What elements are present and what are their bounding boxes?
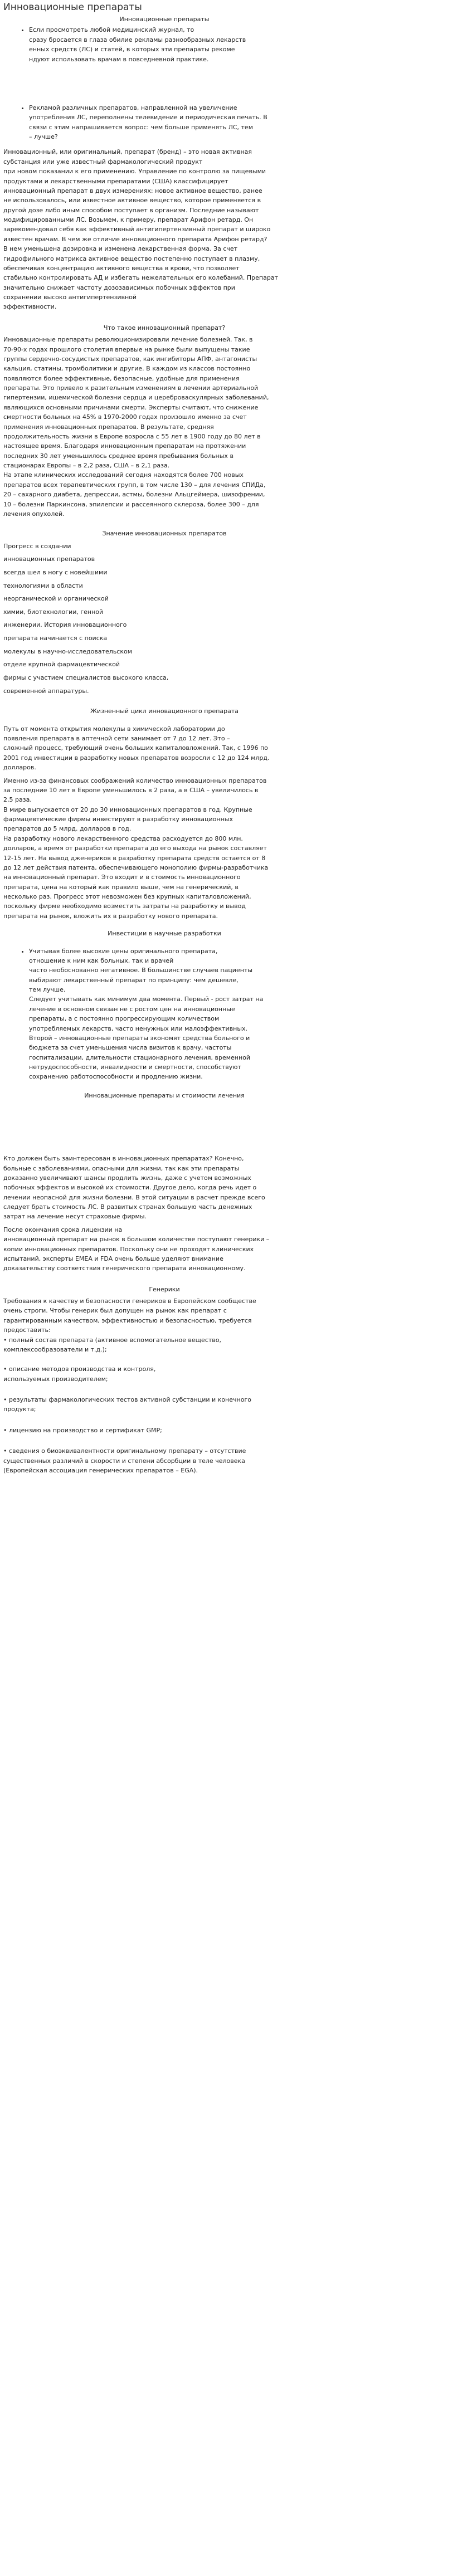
lifecycle-paragraph-2 [0,776,329,921]
cost-paragraph-1-line: побочных эффектов и высокой их стоимости. Другое дело, когда речь идет о [3,1184,257,1192]
importance-paragraph-line: молекулы в научно-исследовательском [3,647,133,655]
cost-paragraph-2 [0,1225,329,1274]
intro-bullet-b-line: связи с этим напрашивается вопрос: чем больше применять ЛС, тем [29,123,253,131]
section-heading: Значение инновационных препаратов [102,530,227,538]
importance-paragraph-line: фирмы с участием специалистов высокого класса, [3,674,169,682]
investment-bullet-line: госпитализации, длительности стационарного лечения, временной [29,1053,251,1061]
intro-paragraph-line: В нем уменьшена дозировка и изменена лекарственная форма. За счет [3,245,238,253]
spacer [0,1274,329,1285]
generics-paragraph-line: гарантированным качеством, эффективностью и безопасностью, требуется [3,1316,252,1324]
importance-paragraph-line: инновационных препаратов [3,555,95,563]
intro-paragraph-line: значительно снижает частоту дозозависимых побочных эффектов при [3,284,235,291]
intro-bullet-a-item [29,25,329,64]
lifecycle-paragraph-2-line: за последние 10 лет в Европе уменьшилось в 2 раза, а в США – увеличилось в [3,786,259,794]
lifecycle-paragraph-2-line: несколько раз. Прогресс этот невозможен без крупных капиталовложений, [3,893,251,901]
generics-item-2-line: • результаты фармакологических тестов активной субстанции и конечного [3,1396,251,1404]
generics-paragraph-line: • полный состав препарата (активное вспомогательное вещество, [3,1336,221,1344]
importance-paragraph-line: препарата начинается с поиска [3,635,108,642]
lifecycle-paragraph-2-line: долларов, а время от разработки препарата до его выхода на рынок составляет [3,845,267,852]
generics-paragraph-line: комплексообразователи и т.д.); [3,1345,107,1353]
cost-paragraph-1 [0,1154,329,1222]
lifecycle-paragraph-2-line: препарата на рынок, вложить их в разработку нового препарата. [3,912,218,920]
lifecycle-paragraph-2-line: препаратов до 5 млрд. долларов в год. [3,825,132,833]
investment-bullet-line: лечение в основном связан не с ростом цен на инновационные [29,1005,235,1013]
generics-item-4 [0,1446,329,1475]
section-heading: Генерики [149,1285,180,1293]
generics-paragraph-line: Требования к качеству и безопасности генериков в Европейском сообществе [3,1297,256,1305]
importance-paragraph-line: химии, биотехнологии, генной [3,608,104,616]
intro-paragraph [0,147,329,311]
investment-bullet-line: тем лучше. [29,986,66,994]
intro-paragraph-line: субстанция или уже известный фармакологический продукт [3,158,203,165]
generics-item-2-line: продукта; [3,1406,36,1413]
intro-paragraph-line: эффективности. [3,303,57,311]
investment-bullet-line: Следует учитывать как минимум два момента. Первый - рост затрат на [29,996,264,1003]
importance-paragraph-line: Прогресс в создании [3,542,71,550]
spacer [0,519,329,529]
cost-paragraph-2-line: доказательству соответствия генерического препарата инновационному. [3,1265,246,1272]
what-is-paragraph-line: последних 30 лет уменьшилось среднее время пребывания больных в [3,452,233,460]
spacer [0,697,329,706]
cost-paragraph-2-line: испытаний, эксперты EMEA и FDA очень больше уделяют внимание [3,1255,223,1262]
generics-item-4-line: (Европейская ассоциация генерических препаратов – EGA). [3,1466,198,1474]
what-is-paragraph-line: 70-90-х годах прошлого столетия впервые на рынке были выпущены такие [3,345,250,353]
spacer [0,716,329,724]
spacer [0,1100,329,1154]
investment-bullet-line: Второй – инновационные препараты экономят средства больного и [29,1034,250,1042]
lifecycle-paragraph-2-line: на инновационный препарат. Это входит и в стоимость инновационного [3,874,241,881]
spacer [0,1082,329,1091]
what-is-paragraph-line: появляются более эффективные, безопасные, удобные для применения [3,374,240,382]
cost-paragraph-2-line: копии инновационных препаратов. Поскольку они не проходят клинических [3,1245,254,1253]
intro-bullet-a-line: ндуют использовать врачам в повседневной практике. [29,55,209,63]
generics-paragraph-line: предоставить: [3,1326,51,1334]
section-heading: Инновационные препараты [119,16,210,23]
spacer [0,1435,329,1446]
lifecycle-paragraph-1-line: долларов. [3,764,36,772]
section-heading: Что такое инновационный препарат? [103,324,226,331]
intro-paragraph-line: Инновационный, или оригинальный, препарат (бренд) – это новая активная [3,148,252,156]
what-is-paragraph-line: настоящее время. Благодаря инновационным препаратам на протяжении [3,442,246,450]
importance-paragraph-line: отделе крупной фармацевтической [3,661,120,669]
what-is-paragraph-line: лечения опухолей. [3,510,65,518]
lifecycle-paragraph-2-line: В мире выпускается от 20 до 30 инновационных препаратов в год. Крупные [3,806,252,813]
what-is-paragraph-line: 20 – сахарного диабета, депрессии, астмы, болезни Альцгеймера, шизофрении, [3,491,265,499]
intro-paragraph-line: известен врачам. В чем же отличие инновационного препарата Арифон ретард? [3,235,267,243]
spacer [0,142,329,147]
investment-bullet-item [29,947,329,1082]
generics-item-1-line: используемых производителем; [3,1375,108,1383]
generics-item-3 [0,1426,329,1435]
intro-bullet-b-line: • Рекламой различных препаратов, направленной на увеличение [29,104,237,111]
investment-bullet-line: выбирают лекарственный препарат по принципу: чем дешевле, [29,976,239,984]
lifecycle-paragraph-1 [0,724,329,773]
importance-paragraph-line: инженерии. История инновационного [3,621,127,629]
lifecycle-paragraph-2-line: до 12 лет действия патента, обеспечивающего монополию фирмы-разработчика [3,863,269,871]
intro-bullet-b-line: употребления ЛС, переполнены телевидение и периодическая печать. В [29,114,267,121]
intro-bullet-a-line: енных средств (ЛС) и статей, в которых эти препараты рекоме [29,46,235,53]
importance-paragraph [0,540,329,698]
investment-bullet-line: часто необоснованно негативное. В большинстве случаев пациенты [29,967,253,974]
what-is-paragraph-line: препараты. Это привело к разительным изменениям в лечении артериальной [3,384,259,392]
generics-item-1 [0,1364,329,1384]
intro-paragraph-line: гидрофильного матрикса активное вещество постепенно поступает в плазму, [3,255,260,262]
investment-bullet [0,947,329,1082]
spacer [0,1384,329,1395]
importance-paragraph-line: современной аппаратуры. [3,687,89,695]
intro-bullet-b [0,103,329,142]
lifecycle-paragraph-1-line: сложный процесс, требующий очень больших капиталовложений. Так, с 1996 по [3,744,268,752]
investment-bullet-line: • Учитывая более высокие цены оригинального препарата, [29,947,218,955]
cost-paragraph-1-line: лечении неопасной для жизни болезни. В этой ситуации в расчет прежде всего [3,1193,265,1201]
investment-bullet-line: отношение к ним как больных, так и врачей [29,957,174,964]
what-is-paragraph-line: 10 – болезни Паркинсона, эпилепсии и рассеянного склероза, более 300 – для [3,500,259,508]
intro-paragraph-line: модифицированными ЛС. Возьмем, к примеру, препарат Арифон ретард. Он [3,216,254,223]
spacer [0,1414,329,1426]
spacer [0,1354,329,1364]
what-is-paragraph-line: являющихся основными причинами смерти. Эксперты считают, что снижение [3,403,259,411]
lifecycle-paragraph-1-line: 2001 год инвестиции в разработку новых препаратов возросли с 12 до 124 млрд. [3,754,270,762]
what-is-paragraph [0,335,329,519]
lifecycle-paragraph-2-line: На разработку нового лекарственного средства расходуется до 800 млн. [3,835,243,842]
intro-paragraph-line: стабильно контролировать АД и избегать нежелательных его колебаний. Препарат [3,274,278,282]
lifecycle-paragraph-1-line: Путь от момента открытия молекулы в химической лаборатории до [3,725,225,733]
what-is-paragraph-line: препаратов всех терапевтических групп, в том числе 130 – для лечения СПИДа, [3,481,266,489]
lifecycle-paragraph-2-line: 2,5 раза. [3,796,32,804]
intro-bullet-a-line: сразу бросается в глаза обилие рекламы разнообразных лекарств [29,36,246,43]
lifecycle-paragraph-2-line: фармацевтические фирмы инвестируют в разработку инновационных [3,816,233,823]
cost-paragraph-1-line: больные с заболеваниями, опасными для жизни, так как эти препараты [3,1164,240,1172]
section-heading: Жизненный цикл инновационного препарата [90,708,239,715]
intro-paragraph-line: другой дозе либо иным способом поступает в организм. Последние называют [3,206,259,214]
intro-bullet-b-item [29,103,329,142]
section-heading: Инновационные препараты и стоимости лечения [84,1091,245,1099]
generics-item-1-line: • описание методов производства и контроля, [3,1365,156,1373]
investment-bullet-line: препараты, а с постоянно прогрессирующим количеством [29,1015,220,1023]
what-is-paragraph-line: На этапе клинических исследований сегодня находятся более 700 новых [3,471,244,479]
intro-paragraph-line: продуктами и лекарственными препаратами (США) классифицирует [3,177,228,185]
intro-paragraph-line: обеспечивая концентрацию активного вещества в крови, что позволяет [3,264,240,272]
section-heading: Инвестиции в научные разработки [108,930,221,938]
generics-item-4-line: существенных различий в скорости и степени абсорбции в теле человека [3,1457,245,1465]
cost-paragraph-1-line: доказанно увеличивают шансы продлить жизнь, даже с учетом возможных [3,1174,251,1182]
what-is-paragraph-line: применения инновационных препаратов. В результате, средняя [3,423,214,431]
what-is-paragraph-line: группы сердечно-сосудистых препаратов, как ингибиторы АПФ, антагонисты [3,355,257,363]
investment-bullet-line: нетрудоспособности, инвалидности и смертности, способствуют [29,1063,241,1071]
lifecycle-paragraph-2-line: поскольку фирме необходимо возместить затраты на разработку и вывод [3,902,246,910]
generics-item-2 [0,1395,329,1414]
importance-paragraph-line: всегда шел в ногу с новейшими [3,568,108,576]
intro-bullet-a-line: • Если просмотреть любой медицинский журнал, то [29,26,194,34]
spacer [0,921,329,929]
generics-paragraph-line: очень строги. Чтобы генерик был допущен на рынок как препарат с [3,1307,227,1315]
intro-paragraph-line: сохранении высоко антигипертензивной [3,294,137,301]
lifecycle-paragraph-2-line: Именно из-за финансовых соображений количество инновационных препаратов [3,777,267,784]
spacer [0,312,329,323]
lifecycle-paragraph-2-line: препарата, цена на который как правило выше, чем на генерический, в [3,883,239,891]
intro-paragraph-line: зарекомендовал себя как эффективный антигипертензивный препарат и широко [3,226,271,233]
investment-bullet-line: употребляемых лекарств, часто ненужных или малоэффективных. [29,1024,248,1032]
what-is-paragraph-line: Инновационные препараты революционизировали лечение болезней. Так, в [3,336,253,344]
investment-bullet-line: сохранению работоспособности и продлению жизни. [29,1073,203,1081]
lifecycle-paragraph-1-line: появления препарата в аптечной сети занимает от 7 до 12 лет. Это – [3,735,230,743]
lifecycle-paragraph-2-line: 12-15 лет. На вывод дженериков в разработку препарата средств остается от 8 [3,854,266,862]
what-is-paragraph-line: гипертензии, ишемической болезни сердца и цереброваскулярных заболеваний, [3,394,269,402]
what-is-paragraph-line: смертности больных на 45% в 1970-2000 годах произошло именно за счет [3,413,247,421]
intro-paragraph-line: не использовалось, или известное активное вещество, которое применяется в [3,197,261,204]
what-is-paragraph-line: стационарах Европы – в 2,2 раза, США – в 2,1 раза. [3,462,170,469]
generics-paragraph [0,1296,329,1354]
intro-paragraph-line: при новом показании к его применению. Управление по контролю за пищевыми [3,168,266,175]
importance-paragraph-line: технологиями в области [3,582,83,589]
generics-item-3-line: • лицензию на производство и сертификат GMP; [3,1426,162,1434]
cost-paragraph-2-line: После окончания срока лицензии на [3,1226,123,1233]
cost-paragraph-1-line: затрат на лечение несут страховые фирмы. [3,1213,147,1221]
intro-bullet-b-line: – лучше? [29,133,58,140]
intro-bullet-a [0,25,329,64]
article-body [0,14,329,1475]
cost-paragraph-2-line: инновационный препарат на рынок в большом количестве поступают генерики – [3,1236,270,1243]
cost-paragraph-1-line: Кто должен быть заинтересован в инновационных препаратах? Конечно, [3,1155,244,1163]
generics-item-4-line: • сведения о биоэквивалентности оригинальному препарату – отсутствие [3,1447,246,1455]
spacer [0,939,329,947]
intro-paragraph-line: инновационный препарат в двух измерениях: новое активное вещество, ранее [3,187,262,194]
page-title: Инновационные препараты [3,2,142,13]
importance-paragraph-line: неорганической и органической [3,595,109,603]
spacer [0,64,329,103]
what-is-paragraph-line: кальция, статины, тромболитики и другие. В каждом из классов постоянно [3,365,251,373]
investment-bullet-line: бюджета за счет уменьшения числа визитов к врачу, частоты [29,1044,232,1052]
cost-paragraph-1-line: следует брать стоимость ЛС. В развитых странах большую часть денежных [3,1203,252,1211]
what-is-paragraph-line: продолжительность жизни в Европе возросла с 55 лет в 1900 году до 80 лет в [3,432,261,440]
